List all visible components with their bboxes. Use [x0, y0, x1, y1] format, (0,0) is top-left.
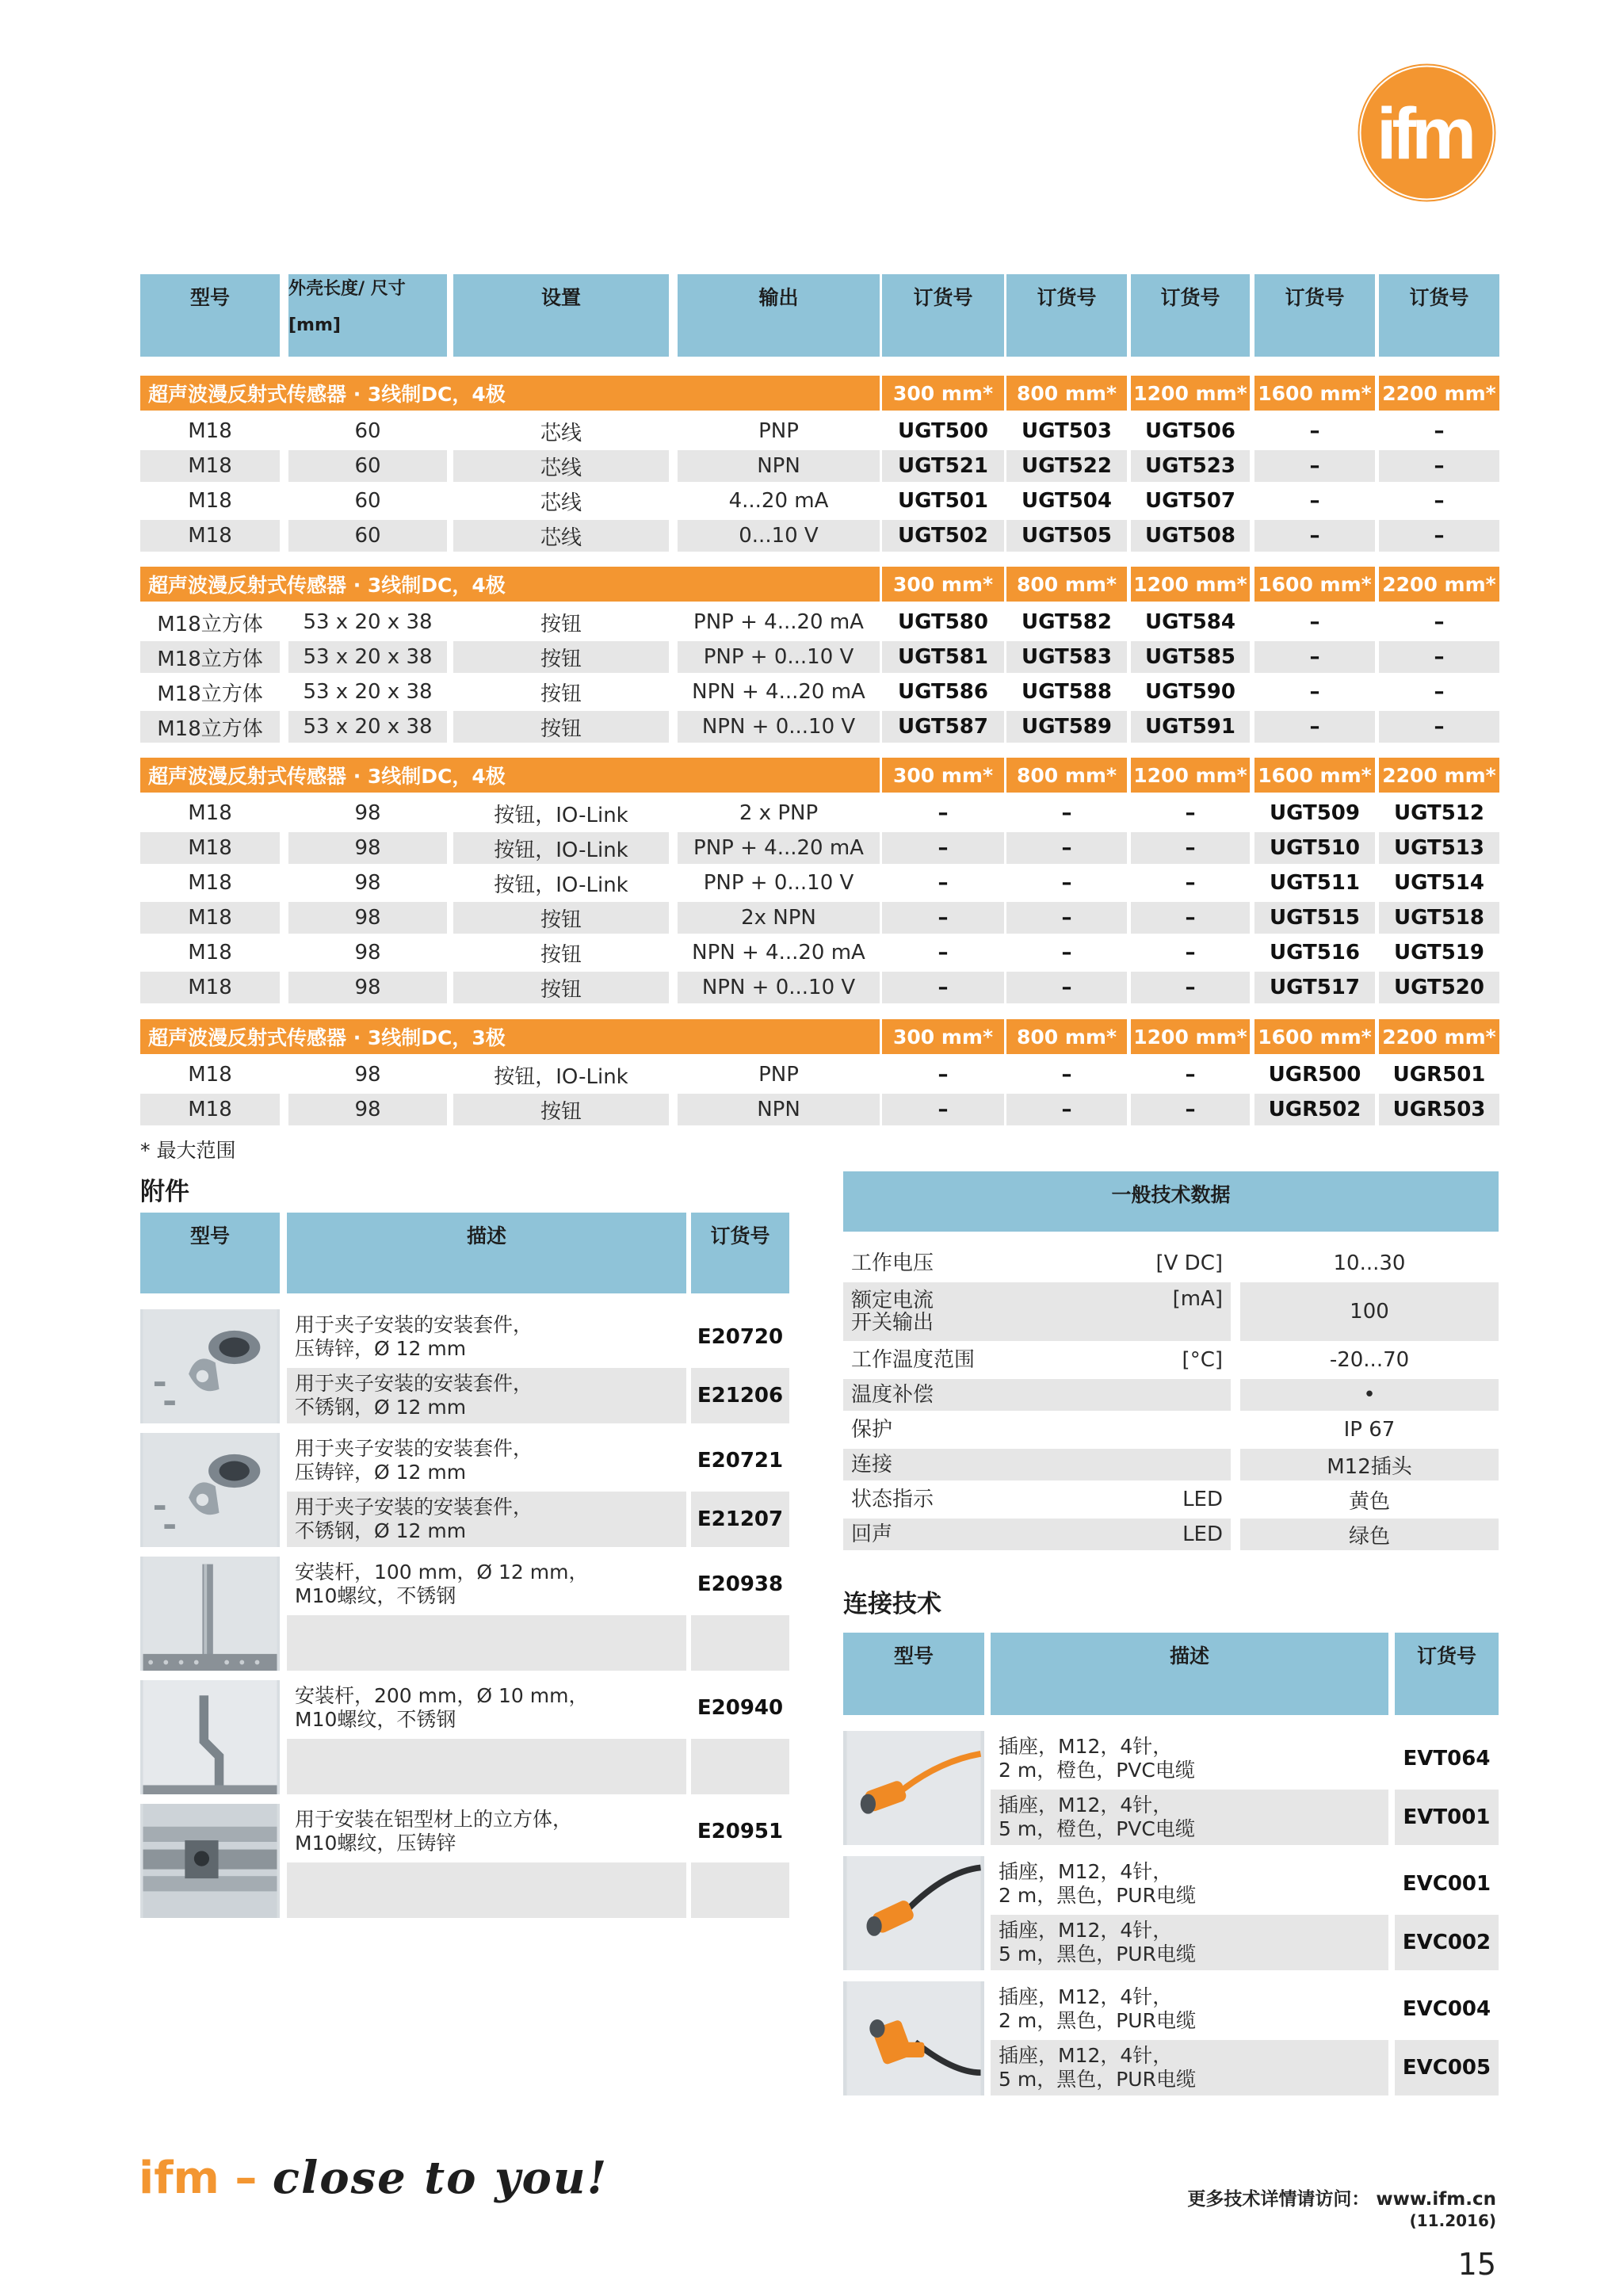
table-cell: M18 [140, 972, 280, 1003]
tech-unit: LED [1094, 1519, 1231, 1550]
tech-value: • [1240, 1379, 1499, 1411]
acc-header-img: 型号 [140, 1213, 280, 1293]
order-number: – [1254, 641, 1375, 673]
ifm-logo [1358, 63, 1496, 202]
order-number: UGR502 [1254, 1094, 1375, 1125]
range-label: 800 mm* [1006, 758, 1127, 793]
table-cell: 芯线 [453, 450, 669, 482]
acc-desc-line1: 安装杆，200 mm，Ø 10 mm， [295, 1684, 589, 1707]
mounting-rod-bent-image [140, 1680, 280, 1794]
table-cell: 53 x 20 x 38 [303, 680, 433, 704]
order-number: – [1309, 610, 1320, 634]
conn-description [991, 1915, 1388, 1970]
tech-unit: [°C] [1182, 1348, 1223, 1372]
order-number: UGT586 [897, 680, 988, 704]
orange-cable-image [843, 1731, 984, 1845]
acc-description [287, 1615, 686, 1671]
conn-desc-line2: 5 m，黑色，PUR电缆 [999, 2068, 1196, 2091]
range-label: 800 mm* [1006, 1019, 1127, 1054]
logo-text: ifm [1377, 94, 1472, 174]
section-title-2: 超声波漫反射式传感器 · 3线制DC，4极 [140, 758, 880, 793]
tech-value: 绿色 [1240, 1519, 1499, 1550]
conn-order-number: EVT001 [1395, 1790, 1499, 1845]
conn-desc-line2: 5 m，橙色，PVC电缆 [999, 1817, 1195, 1840]
order-number: – [1006, 902, 1127, 934]
angled-cable-image [843, 1981, 984, 2095]
table-cell: M18 [140, 520, 280, 552]
tech-label-text: 状态指示 [851, 1488, 934, 1511]
range-label: 800 mm* [1006, 567, 1127, 602]
acc-description [287, 1557, 686, 1612]
acc-order-number: E20721 [697, 1449, 784, 1473]
mounting-clip-image [140, 1433, 280, 1547]
conn-header-code: 订货号 [1395, 1633, 1499, 1715]
order-number: UGT587 [882, 711, 1004, 743]
order-number: – [1185, 1063, 1196, 1087]
table-cell: 按钮 [453, 972, 669, 1003]
table-cell: M18 [188, 1063, 232, 1087]
header-col-2: 设置 [453, 274, 669, 357]
table-cell: PNP [758, 1063, 799, 1087]
conn-description [991, 1790, 1388, 1845]
range-label: 800 mm* [1006, 376, 1127, 411]
order-number: – [1309, 419, 1320, 443]
table-cell: PNP + 0...10 V [678, 641, 880, 673]
table-cell: M18 [140, 832, 280, 864]
order-number: – [1254, 450, 1375, 482]
order-number: UGT514 [1393, 871, 1484, 895]
acc-description [287, 1433, 686, 1488]
acc-description [287, 1804, 686, 1859]
page-number: 15 [1457, 2247, 1496, 2282]
conn-header-desc: 描述 [991, 1633, 1388, 1715]
table-cell: 按钮，IO-Link [453, 832, 669, 864]
acc-desc-line1: 安装杆，100 mm，Ø 12 mm， [295, 1561, 589, 1584]
order-number: UGT585 [1131, 641, 1250, 673]
range-label: 2200 mm* [1379, 376, 1499, 411]
range-label: 1200 mm* [1131, 1019, 1250, 1054]
accessories-title: 附件 [140, 1178, 189, 1206]
conn-order-number: EVT064 [1403, 1747, 1491, 1771]
table-cell: 60 [354, 489, 381, 513]
range-label: 1600 mm* [1254, 1019, 1375, 1054]
acc-order-number [691, 1862, 789, 1918]
header-housing-unit: [mm] [288, 315, 341, 335]
tech-label-text: 保护 [851, 1418, 893, 1442]
table-cell: 按钮 [453, 641, 669, 673]
order-number: UGT591 [1131, 711, 1250, 743]
table-cell: 98 [354, 801, 381, 825]
order-number: – [938, 871, 949, 895]
table-cell: 按钮，IO-Link [494, 1064, 628, 1089]
range-label: 1600 mm* [1254, 567, 1375, 602]
section-title-0: 超声波漫反射式传感器 · 3线制DC，4极 [140, 376, 880, 411]
order-number: – [1434, 489, 1445, 513]
range-label: 300 mm* [882, 567, 1004, 602]
order-number: – [882, 1094, 1004, 1125]
conn-desc-line2: 2 m，黑色，PUR电缆 [999, 2009, 1196, 2032]
range-label: 2200 mm* [1379, 567, 1499, 602]
order-number: – [1185, 871, 1196, 895]
table-cell: 98 [288, 902, 447, 934]
order-number: – [1006, 832, 1127, 864]
order-number: UGT519 [1393, 941, 1484, 965]
range-label: 2200 mm* [1379, 1019, 1499, 1054]
tech-unit [1094, 1379, 1231, 1411]
table-cell: PNP + 4...20 mA [693, 610, 864, 634]
order-number: – [938, 1063, 949, 1087]
acc-order-number [691, 1615, 789, 1671]
conn-description [991, 2040, 1388, 2095]
order-number: – [1061, 1063, 1072, 1087]
tech-unit [1094, 1449, 1231, 1480]
table-cell: M18 [140, 902, 280, 934]
acc-description [287, 1309, 686, 1365]
table-cell: 按钮 [453, 711, 669, 743]
table-cell: 53 x 20 x 38 [288, 711, 447, 743]
order-number: – [1131, 902, 1250, 934]
footer-brand: ifm – [139, 2153, 258, 2204]
table-cell: M18立方体 [157, 682, 263, 706]
order-number: UGT508 [1131, 520, 1250, 552]
order-number: UGT510 [1254, 832, 1375, 864]
footer-date: (11.2016) [1409, 2211, 1496, 2230]
table-cell: 按钮 [453, 1094, 669, 1125]
footnote: * 最大范围 [140, 1139, 236, 1162]
order-number: UGT522 [1006, 450, 1127, 482]
range-label: 300 mm* [882, 376, 1004, 411]
table-cell: M18 [188, 871, 232, 895]
acc-desc-line2: M10螺纹，压铸锌 [295, 1832, 456, 1855]
order-number: UGT580 [897, 610, 988, 634]
range-label: 1600 mm* [1254, 376, 1375, 411]
acc-desc-line2: 不锈钢，Ø 12 mm [295, 1519, 467, 1542]
table-cell: NPN + 0...10 V [678, 972, 880, 1003]
header-col-3: 输出 [678, 274, 880, 357]
acc-order-number: E20951 [697, 1820, 784, 1843]
order-number: UGT515 [1254, 902, 1375, 934]
order-number: – [1185, 801, 1196, 825]
order-number: UGT501 [897, 489, 988, 513]
connection-title: 连接技术 [843, 1590, 941, 1618]
acc-desc-line2: M10螺纹，不锈钢 [295, 1708, 456, 1731]
range-label: 1200 mm* [1131, 567, 1250, 602]
order-number: – [882, 832, 1004, 864]
order-number: UGR503 [1379, 1094, 1499, 1125]
table-cell: 53 x 20 x 38 [303, 610, 433, 634]
acc-order-number: E21207 [691, 1492, 789, 1547]
order-number: UGT502 [882, 520, 1004, 552]
table-cell: 98 [288, 832, 447, 864]
tech-header: 一般技术数据 [843, 1171, 1499, 1232]
acc-order-number: E20938 [697, 1572, 784, 1596]
conn-desc-line2: 2 m，黑色，PUR电缆 [999, 1884, 1196, 1907]
order-number: – [1006, 972, 1127, 1003]
table-cell: 98 [354, 871, 381, 895]
table-cell: 60 [354, 419, 381, 443]
acc-description [287, 1680, 686, 1736]
order-number: UGT506 [1144, 419, 1235, 443]
order-number: UGT589 [1006, 711, 1127, 743]
table-cell: 按钮，IO-Link [494, 873, 628, 897]
order-number: – [1254, 711, 1375, 743]
order-number: UGT518 [1379, 902, 1499, 934]
table-cell: 按钮 [540, 612, 582, 636]
order-number: – [1061, 871, 1072, 895]
acc-desc-line2: 压铸锌，Ø 12 mm [295, 1461, 467, 1484]
black-cable-image [843, 1856, 984, 1970]
table-cell: 0...10 V [678, 520, 880, 552]
order-number: UGT581 [882, 641, 1004, 673]
table-cell: 53 x 20 x 38 [288, 641, 447, 673]
tech-label-text: 回声 [851, 1522, 893, 1546]
table-cell: M18 [140, 450, 280, 482]
table-cell: NPN [678, 1094, 880, 1125]
conn-order-number: EVC002 [1395, 1915, 1499, 1970]
acc-order-number: E20720 [697, 1325, 784, 1349]
header-housing-label: 外壳长度/ 尺寸 [288, 279, 406, 299]
conn-order-number: EVC001 [1402, 1872, 1491, 1896]
acc-desc-line1: 用于夹子安装的安装套件， [295, 1372, 533, 1395]
order-number: – [1379, 711, 1499, 743]
table-cell: NPN + 0...10 V [678, 711, 880, 743]
conn-order-number: EVC004 [1402, 1997, 1491, 2021]
acc-description [287, 1862, 686, 1918]
order-number: UGR501 [1392, 1063, 1486, 1087]
table-cell: 60 [288, 520, 447, 552]
order-number: UGR500 [1268, 1063, 1361, 1087]
table-cell: 按钮 [540, 682, 582, 706]
conn-desc-line1: 插座，M12，4针， [999, 1735, 1173, 1758]
acc-desc-line1: 用于夹子安装的安装套件， [295, 1496, 533, 1519]
order-number: UGT583 [1006, 641, 1127, 673]
order-number: UGT511 [1269, 871, 1360, 895]
table-cell: M18 [140, 1094, 280, 1125]
footer-website[interactable]: 更多技术详情请访问： www.ifm.cn [1187, 2189, 1496, 2210]
tech-label-text: 工作电压 [851, 1251, 934, 1275]
conn-desc-line1: 插座，M12，4针， [999, 1919, 1173, 1942]
order-number: UGT588 [1021, 680, 1112, 704]
table-cell: M18 [188, 419, 232, 443]
order-number: UGT507 [1144, 489, 1235, 513]
order-number: – [1379, 641, 1499, 673]
table-cell: 98 [288, 1094, 447, 1125]
footer-slogan [139, 2152, 608, 2204]
table-cell: M18立方体 [157, 612, 263, 636]
order-number: – [1061, 941, 1072, 965]
conn-desc-line1: 插座，M12，4针， [999, 1860, 1173, 1883]
table-cell: 98 [288, 972, 447, 1003]
order-number: UGT516 [1269, 941, 1360, 965]
acc-description [287, 1739, 686, 1794]
tech-value: 10...30 [1333, 1251, 1406, 1275]
tech-unit: LED [1182, 1488, 1223, 1511]
conn-description [991, 1856, 1388, 1912]
order-number: – [1379, 450, 1499, 482]
order-number: UGT512 [1393, 801, 1484, 825]
order-number: UGT504 [1021, 489, 1112, 513]
table-cell: NPN + 4...20 mA [692, 680, 865, 704]
acc-order-number [691, 1739, 789, 1794]
conn-header-img: 型号 [843, 1633, 984, 1715]
tech-value: IP 67 [1343, 1418, 1396, 1442]
range-label: 300 mm* [882, 758, 1004, 793]
tech-label-text-2: 开关输出 [851, 1311, 934, 1335]
conn-desc-line1: 插座，M12，4针， [999, 1985, 1173, 2008]
range-label: 1200 mm* [1131, 758, 1250, 793]
order-number: – [1131, 972, 1250, 1003]
order-number: – [1254, 520, 1375, 552]
acc-header-code: 订货号 [691, 1213, 789, 1293]
acc-description [287, 1492, 686, 1547]
order-number: – [1061, 801, 1072, 825]
order-number: – [1379, 520, 1499, 552]
acc-header-desc: 描述 [287, 1213, 686, 1293]
acc-desc-line1: 用于安装在铝型材上的立方体， [295, 1808, 573, 1831]
header-col-5: 订货号 [1006, 274, 1127, 357]
order-number: – [938, 941, 949, 965]
order-number: – [1185, 941, 1196, 965]
table-cell: 2 x PNP [739, 801, 819, 825]
tech-unit: [mA] [1094, 1282, 1231, 1341]
conn-desc-line2: 5 m，黑色，PUR电缆 [999, 1943, 1196, 1966]
conn-description [991, 1731, 1388, 1786]
acc-desc-line2: M10螺纹，不锈钢 [295, 1584, 456, 1607]
tech-label-text: 工作温度范围 [851, 1348, 976, 1372]
order-number: UGT590 [1144, 680, 1235, 704]
tech-value: 100 [1240, 1282, 1499, 1341]
order-number: UGT509 [1269, 801, 1360, 825]
tech-unit [1094, 1414, 1231, 1446]
table-cell: 芯线 [453, 520, 669, 552]
order-number: UGT517 [1254, 972, 1375, 1003]
section-title-3: 超声波漫反射式传感器 · 3线制DC，3极 [140, 1019, 880, 1054]
mounting-clip-image [140, 1309, 280, 1423]
header-col-8: 订货号 [1379, 274, 1499, 357]
tech-label-text: 温度补偿 [851, 1383, 934, 1407]
order-number: UGT505 [1006, 520, 1127, 552]
acc-desc-line1: 用于夹子安装的安装套件， [295, 1313, 533, 1336]
table-cell: 按钮，IO-Link [494, 803, 628, 827]
acc-order-number: E21206 [691, 1368, 789, 1423]
order-number: UGT500 [897, 419, 988, 443]
table-cell: PNP [758, 419, 799, 443]
table-cell: 按钮 [540, 942, 582, 967]
table-cell: NPN [678, 450, 880, 482]
acc-order-number: E20940 [697, 1696, 784, 1720]
tech-value: M12插头 [1240, 1449, 1499, 1480]
order-number: – [1309, 489, 1320, 513]
order-number: – [1131, 832, 1250, 864]
footer-slogan-text: close to you! [272, 2152, 609, 2204]
table-cell: M18 [188, 801, 232, 825]
table-cell: M18立方体 [140, 641, 280, 673]
order-number: UGT503 [1021, 419, 1112, 443]
order-number: – [882, 972, 1004, 1003]
header-col-6: 订货号 [1131, 274, 1250, 357]
range-label: 1600 mm* [1254, 758, 1375, 793]
order-number: – [1309, 680, 1320, 704]
table-cell: M18立方体 [140, 711, 280, 743]
table-cell: 98 [354, 941, 381, 965]
order-number: UGT521 [882, 450, 1004, 482]
conn-description [991, 1981, 1388, 2037]
table-cell: 按钮 [453, 902, 669, 934]
acc-desc-line1: 用于夹子安装的安装套件， [295, 1437, 533, 1460]
header-col-4: 订货号 [882, 274, 1004, 357]
header-housing [288, 274, 447, 357]
order-number: – [1434, 680, 1445, 704]
order-number: UGT582 [1021, 610, 1112, 634]
order-number: – [938, 801, 949, 825]
order-number: – [1434, 610, 1445, 634]
table-cell: PNP + 4...20 mA [678, 832, 880, 864]
acc-desc-line2: 不锈钢，Ø 12 mm [295, 1396, 467, 1419]
table-cell: PNP + 0...10 V [703, 871, 854, 895]
acc-description [287, 1368, 686, 1423]
table-cell: 4...20 mA [728, 489, 829, 513]
order-number: UGT584 [1144, 610, 1235, 634]
tech-value: 黄色 [1348, 1489, 1390, 1514]
range-label: 1200 mm* [1131, 376, 1250, 411]
mounting-rod-image [140, 1557, 280, 1671]
profile-cube-image [140, 1804, 280, 1918]
conn-desc-line2: 2 m，橙色，PVC电缆 [999, 1759, 1195, 1782]
order-number: – [1131, 1094, 1250, 1125]
table-cell: 芯线 [540, 421, 582, 445]
range-label: 2200 mm* [1379, 758, 1499, 793]
tech-label-text: 额定电流 [851, 1289, 934, 1312]
table-cell: M18 [188, 489, 232, 513]
order-number: – [882, 902, 1004, 934]
order-number: UGT523 [1131, 450, 1250, 482]
table-cell: 2x NPN [678, 902, 880, 934]
conn-desc-line1: 插座，M12，4针， [999, 2044, 1173, 2067]
table-cell: 60 [288, 450, 447, 482]
header-col-0: 型号 [140, 274, 280, 357]
header-col-7: 订货号 [1254, 274, 1375, 357]
table-cell: NPN + 4...20 mA [692, 941, 865, 965]
tech-value: -20...70 [1329, 1348, 1410, 1372]
section-title-1: 超声波漫反射式传感器 · 3线制DC，4极 [140, 567, 880, 602]
order-number: – [1006, 1094, 1127, 1125]
table-cell: 98 [354, 1063, 381, 1087]
order-number: – [1434, 419, 1445, 443]
tech-unit: [V DC] [1155, 1251, 1223, 1275]
table-cell: 芯线 [540, 491, 582, 515]
table-cell: M18 [188, 941, 232, 965]
order-number: UGT520 [1379, 972, 1499, 1003]
order-number: UGT513 [1379, 832, 1499, 864]
range-label: 300 mm* [882, 1019, 1004, 1054]
conn-desc-line1: 插座，M12，4针， [999, 1794, 1173, 1817]
acc-desc-line2: 压铸锌，Ø 12 mm [295, 1337, 467, 1360]
tech-label-text: 连接 [851, 1453, 893, 1477]
conn-order-number: EVC005 [1395, 2040, 1499, 2095]
